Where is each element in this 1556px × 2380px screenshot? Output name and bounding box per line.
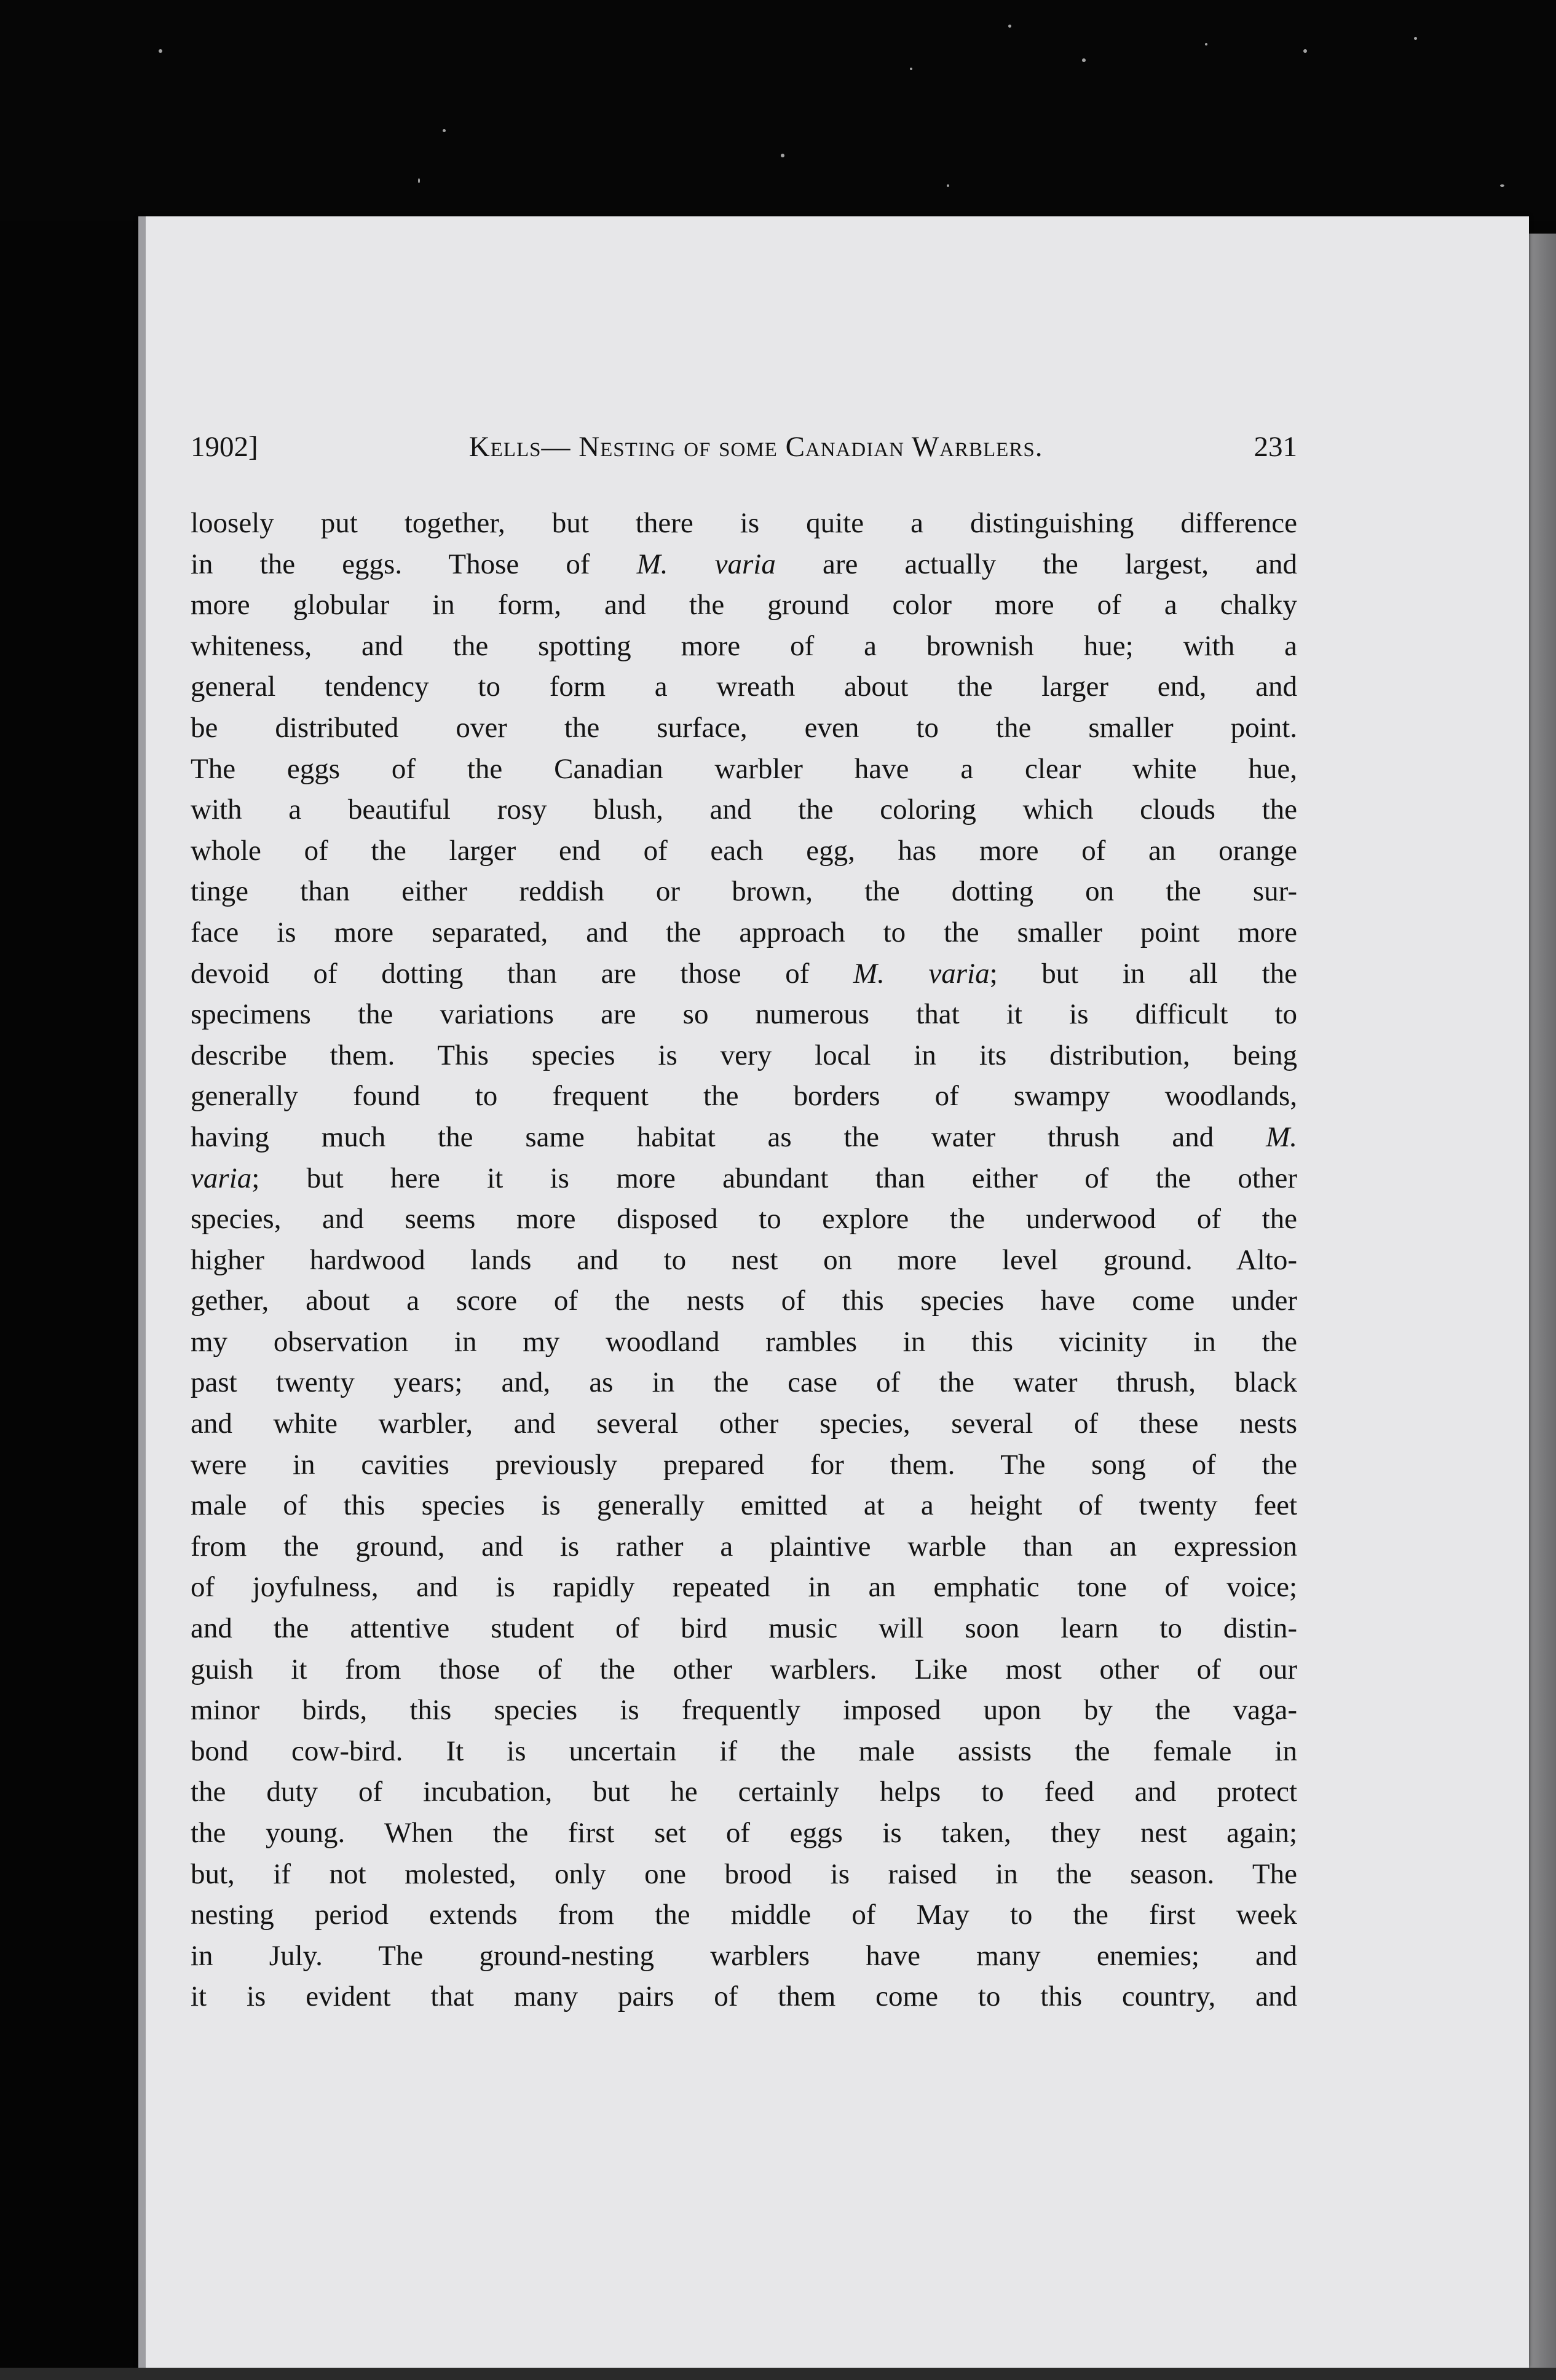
text-line: and the attentive student of bird music will soon learn to distin- [191, 1612, 1297, 1645]
text-line: whole of the larger end of each egg, has more of an orange [191, 834, 1297, 867]
text-line: describe them. This species is very local in its distribution, being [191, 1039, 1297, 1071]
text-line: from the ground, and is rather a plaintive warble than an expression [191, 1530, 1297, 1562]
text-line: general tendency to form a wreath about the larger end, and [191, 671, 1297, 703]
dust-speck [910, 68, 912, 70]
dust-speck [1303, 49, 1307, 53]
running-header [191, 430, 1297, 467]
body-paragraph [191, 503, 1297, 2017]
dust-speck [1008, 25, 1011, 28]
header-year: 1902] [191, 431, 258, 463]
text-line: with a beautiful rosy blush, and the coloring which clouds the [191, 794, 1297, 826]
text-line: the young. When the first set of eggs is taken, they nest again; [191, 1817, 1297, 1849]
text-line: face is more separated, and the approach to the smaller point more [191, 916, 1297, 948]
text-line: generally found to frequent the borders of swampy woodlands, [191, 1080, 1297, 1113]
dust-speck [1205, 43, 1207, 45]
dust-speck [1082, 58, 1086, 62]
text-line: nesting period extends from the middle of May to the first week [191, 1899, 1297, 1931]
text-line: higher hardwood lands and to nest on more level ground. Alto- [191, 1243, 1297, 1276]
text-line: were in cavities previously prepared for them. The song of the [191, 1448, 1297, 1481]
dust-speck [1500, 184, 1504, 187]
text-line: tinge than either reddish or brown, the dotting on the sur- [191, 875, 1297, 908]
header-title: Kells— Nesting of some Canadian Warblers. [468, 431, 1043, 463]
text-line: be distributed over the surface, even to the smaller point. [191, 711, 1297, 744]
text-line: The eggs of the Canadian warbler have a clear white hue, [191, 752, 1297, 785]
text-line: past twenty years; and, as in the case of the water thrush, black [191, 1366, 1297, 1399]
text-line: it is evident that many pairs of them come to this country, and [191, 1980, 1297, 2013]
scan-background-bottom [0, 2368, 1556, 2380]
text-line: and white warbler, and several other species, several of these nests [191, 1408, 1297, 1440]
text-line: the duty of incubation, but he certainly helps to feed and protect [191, 1776, 1297, 1808]
text-line: having much the same habitat as the water thrush and M. [191, 1121, 1297, 1153]
dust-speck [418, 178, 420, 183]
text-line: but, if not molested, only one brood is raised in the season. The [191, 1858, 1297, 1890]
text-line: more globular in form, and the ground color more of a chalky [191, 589, 1297, 621]
dust-speck [1414, 37, 1417, 40]
text-line: devoid of dotting than are those of M. varia; but in all the [191, 957, 1297, 990]
scan-background-top [0, 0, 1556, 221]
dust-speck [159, 49, 162, 53]
text-line: guish it from those of the other warblers. Like most other of our [191, 1653, 1297, 1685]
text-line: of joyfulness, and is rapidly repeated in an emphatic tone of voice; [191, 1571, 1297, 1604]
dust-speck [781, 154, 784, 157]
text-line: minor birds, this species is frequently imposed upon by the vaga- [191, 1694, 1297, 1727]
text-line: whiteness, and the spotting more of a brownish hue; with a [191, 629, 1297, 662]
text-line: in the eggs. Those of M. varia are actually the largest, and [191, 548, 1297, 580]
dust-speck [947, 184, 949, 187]
text-line: loosely put together, but there is quite a distinguishing difference [191, 507, 1297, 539]
text-line: gether, about a score of the nests of this species have come under [191, 1285, 1297, 1317]
text-line: specimens the variations are so numerous that it is difficult to [191, 998, 1297, 1031]
text-line: my observation in my woodland rambles in this vicinity in the [191, 1325, 1297, 1358]
text-line: bond cow-bird. It is uncertain if the male assists the female in [191, 1735, 1297, 1767]
book-edge [1529, 234, 1556, 2380]
text-line: male of this species is generally emitted at a height of twenty feet [191, 1489, 1297, 1522]
dust-speck [443, 129, 446, 132]
text-line: species, and seems more disposed to explore the underwood of the [191, 1203, 1297, 1235]
page-number: 231 [1254, 431, 1297, 463]
page-binding-edge [138, 216, 146, 2368]
text-line: in July. The ground-nesting warblers have many enemies; and [191, 1939, 1297, 1972]
text-line: varia; but here it is more abundant than either of the other [191, 1162, 1297, 1194]
